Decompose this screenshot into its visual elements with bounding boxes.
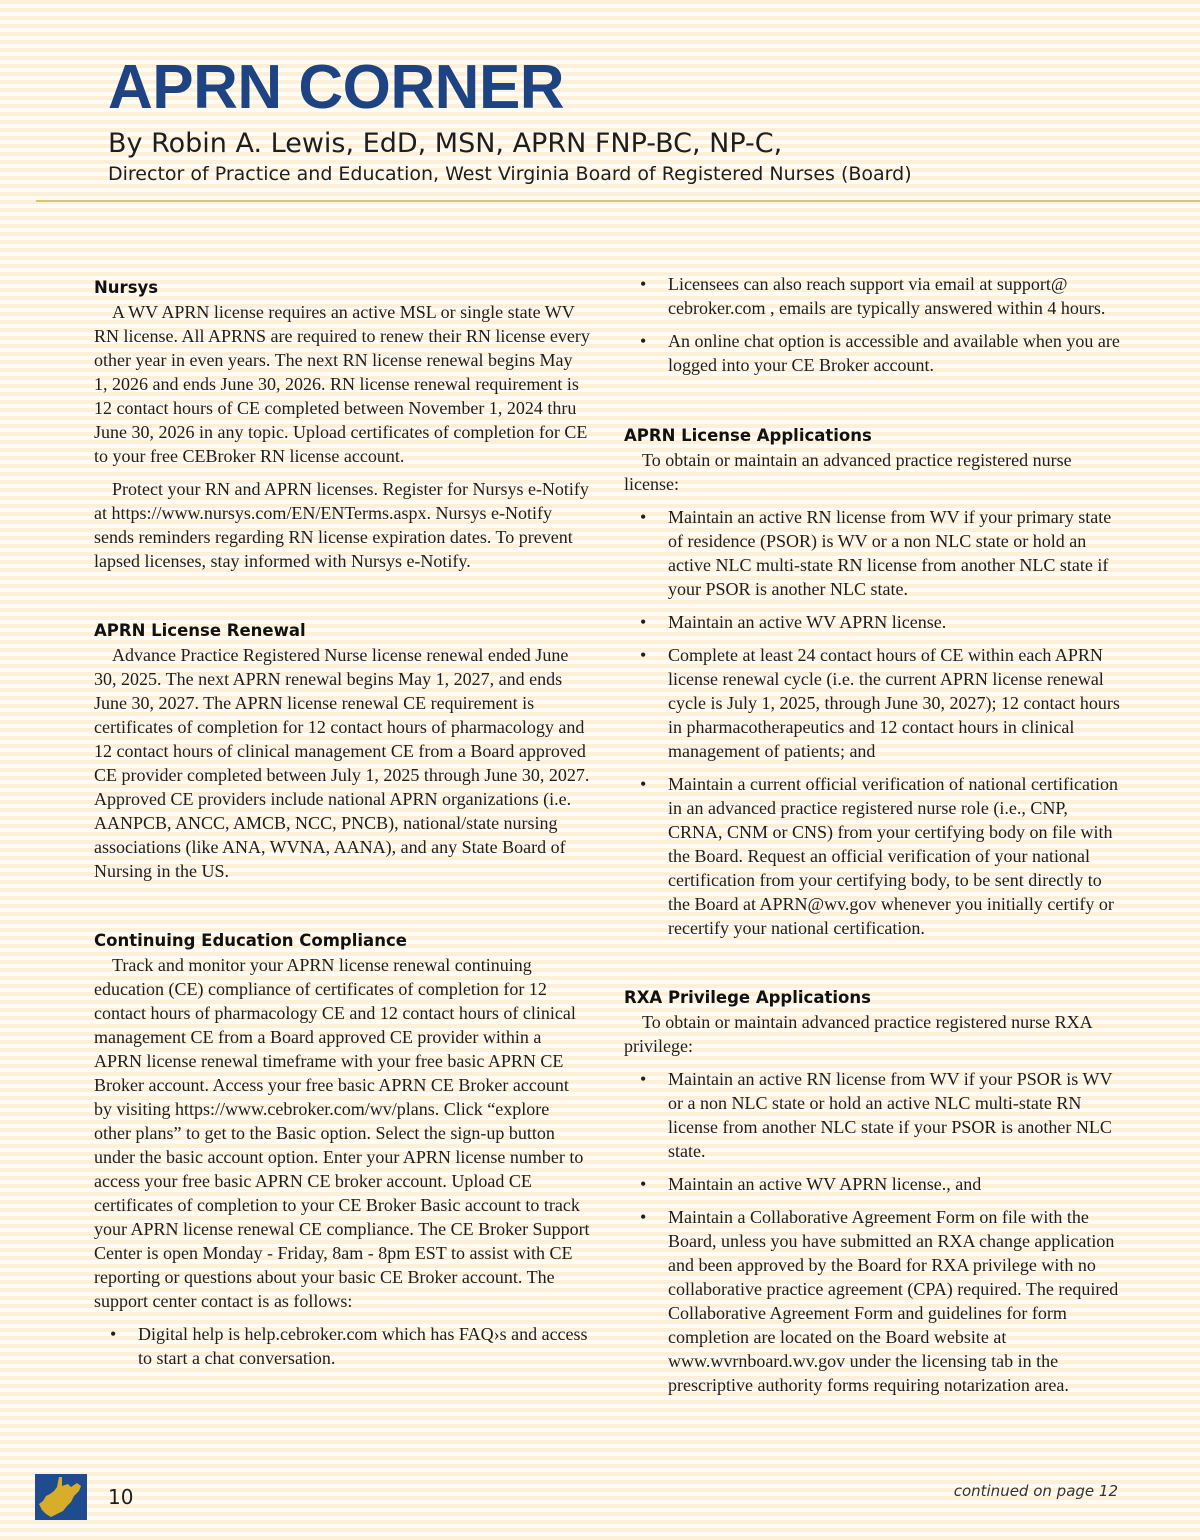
renewal-paragraph: Advance Practice Registered Nurse license renewal ended June 30, 2025. The next APRN renewal begins May 1, 2027, and ends June 30, 2027. The APRN license renewal CE requirement is certificates of completion for 12 contact hours of pharmacology and 12 contact hours of clinical management CE from a Board approved CE provider completed between July 1, 2025 through June 30, 2027. Approved CE providers include national APRN organizations (i.e. AANPCB, ANCC, AMCB, NCC, PNCB), national/state nursing associations (like ANA, WVNA, AANA), and any State Board of Nursing in the US. bbox=[94, 645, 590, 881]
left-column bbox=[94, 276, 590, 1370]
section-rxa-privilege-applications bbox=[624, 986, 1124, 1397]
bullet-icon: • bbox=[110, 1324, 117, 1344]
support-contact-list bbox=[624, 272, 1124, 377]
bullet-icon: • bbox=[640, 1069, 647, 1089]
applications-intro: To obtain or maintain an advanced practice registered nurse license: bbox=[624, 450, 1072, 494]
author-byline: By Robin A. Lewis, EdD, MSN, APRN FNP-BC, NP-C, bbox=[108, 128, 783, 159]
list-item bbox=[624, 1067, 1124, 1163]
bullet-icon: • bbox=[640, 774, 647, 794]
list-item-text: An online chat option is accessible and available when you are logged into your CE Broker account. bbox=[668, 331, 1120, 375]
ce-support-list bbox=[94, 1322, 590, 1370]
list-item bbox=[624, 505, 1124, 601]
bullet-icon: • bbox=[640, 331, 647, 351]
list-item bbox=[624, 610, 1124, 634]
bullet-icon: • bbox=[640, 1207, 647, 1227]
list-item bbox=[624, 1205, 1124, 1397]
list-item-text: Maintain a Collaborative Agreement Form on file with the Board, unless you have submitted an RXA change application and been approved by the Board for RXA privilege with no collaborative practice agreement (CPA) required. The required Collaborative Agreement Form and guidelines for form completion are located on the Board website at www.wvrnboard.wv.gov under the licensing tab in the prescriptive authority forms requiring notarization area. bbox=[668, 1207, 1119, 1395]
bullet-icon: • bbox=[640, 1174, 647, 1194]
section-nursys bbox=[94, 276, 590, 573]
list-item-text: Maintain an active WV APRN license., and bbox=[668, 1174, 982, 1194]
list-item bbox=[624, 772, 1124, 940]
bullet-icon: • bbox=[640, 645, 647, 665]
page-number: 10 bbox=[108, 1485, 134, 1509]
author-role: Director of Practice and Education, West Virginia Board of Registered Nurses (Board) bbox=[108, 163, 912, 185]
renewal-heading: APRN License Renewal bbox=[94, 621, 306, 640]
bullet-icon: • bbox=[640, 507, 647, 527]
rxa-heading: RXA Privilege Applications bbox=[624, 988, 871, 1007]
list-item bbox=[624, 1172, 1124, 1196]
list-item bbox=[624, 643, 1124, 763]
list-item bbox=[624, 272, 1124, 320]
list-item-text: Digital help is help.cebroker.com which has FAQ›s and access to start a chat conversation. bbox=[138, 1324, 588, 1368]
section-aprn-license-renewal bbox=[94, 619, 590, 883]
bullet-icon: • bbox=[640, 274, 647, 294]
list-item-text: Maintain an active RN license from WV if your primary state of residence (PSOR) is WV or a non NLC state or hold an active NLC multi-state RN license from another NLC state if your PSOR is another NLC state. bbox=[668, 507, 1112, 599]
rxa-intro: To obtain or maintain advanced practice registered nurse RXA privilege: bbox=[624, 1012, 1092, 1056]
section-ce-compliance bbox=[94, 929, 590, 1370]
continued-note: continued on page 12 bbox=[953, 1482, 1118, 1500]
ce-heading: Continuing Education Compliance bbox=[94, 931, 407, 950]
page-title: APRN CORNER bbox=[108, 53, 565, 122]
right-column bbox=[624, 272, 1124, 1397]
list-item-text: Maintain an active WV APRN license. bbox=[668, 612, 947, 632]
nursys-paragraph-2: Protect your RN and APRN licenses. Register for Nursys e-Notify at https://www.nursys.com/EN/ENTerms.aspx. Nursys e-Notify sends reminders regarding RN license expiration dates. To prevent lapsed licenses, stay informed with Nursys e-Notify. bbox=[94, 479, 589, 571]
applications-list bbox=[624, 505, 1124, 940]
nursys-paragraph-1: A WV APRN license requires an active MSL or single state WV RN license. All APRNS are required to renew their RN license every other year in even years. The next RN license renewal begins May 1, 2026 and ends June 30, 2026. RN license renewal requirement is 12 contact hours of CE completed between November 1, 2024 thru June 30, 2026 in any topic. Upload certificates of completion for CE to your free CEBroker RN license account. bbox=[94, 302, 590, 466]
bullet-icon: • bbox=[640, 612, 647, 632]
list-item-text: Licensees can also reach support via email at support@ cebroker.com , emails are typically answered within 4 hours. bbox=[668, 274, 1106, 318]
nursys-heading: Nursys bbox=[94, 278, 159, 297]
list-item-text: Complete at least 24 contact hours of CE within each APRN license renewal cycle (i.e. the current APRN license renewal cycle is July 1, 2025, through June 30, 2027); 12 contact hours in pharmacotherapeutics and 12 contact hours in clinical management of patients; and bbox=[668, 645, 1120, 761]
list-item-text: Maintain a current official verification of national certification in an advanced practice registered nurse role (i.e., CNP, CRNA, CNM or CNS) from your certifying body on file with the Board. Request an official verification of your national certification from your certifying body, to be sent directly to the Board at APRN@wv.gov whenever you initially certify or recertify your national certification. bbox=[668, 774, 1118, 938]
applications-heading: APRN License Applications bbox=[624, 426, 872, 445]
list-item bbox=[624, 329, 1124, 377]
section-aprn-license-applications bbox=[624, 424, 1124, 940]
list-item bbox=[94, 1322, 590, 1370]
rxa-list bbox=[624, 1067, 1124, 1397]
west-virginia-map-icon bbox=[35, 1474, 87, 1520]
header-divider bbox=[36, 200, 1200, 202]
list-item-text: Maintain an active RN license from WV if your PSOR is WV or a non NLC state or hold an active NLC multi-state RN license from another NLC state if your PSOR is another NLC state. bbox=[668, 1069, 1113, 1161]
ce-paragraph: Track and monitor your APRN license renewal continuing education (CE) compliance of certificates of completion for 12 contact hours of pharmacology CE and 12 contact hours of clinical management CE from a Board approved CE provider within a APRN license renewal timeframe with your free basic APRN CE Broker account. Access your free basic APRN CE Broker account by visiting https://www.cebroker.com/wv/plans. Click “explore other plans” to get to the Basic option. Select the sign-up button under the basic account option. Enter your APRN license number to access your free basic APRN CE broker account. Upload CE certificates of completion to your CE Broker Basic account to track your APRN license renewal CE compliance. The CE Broker Support Center is open Monday - Friday, 8am - 8pm EST to assist with CE reporting or questions about your basic CE Broker account. The support center contact is as follows: bbox=[94, 955, 590, 1311]
